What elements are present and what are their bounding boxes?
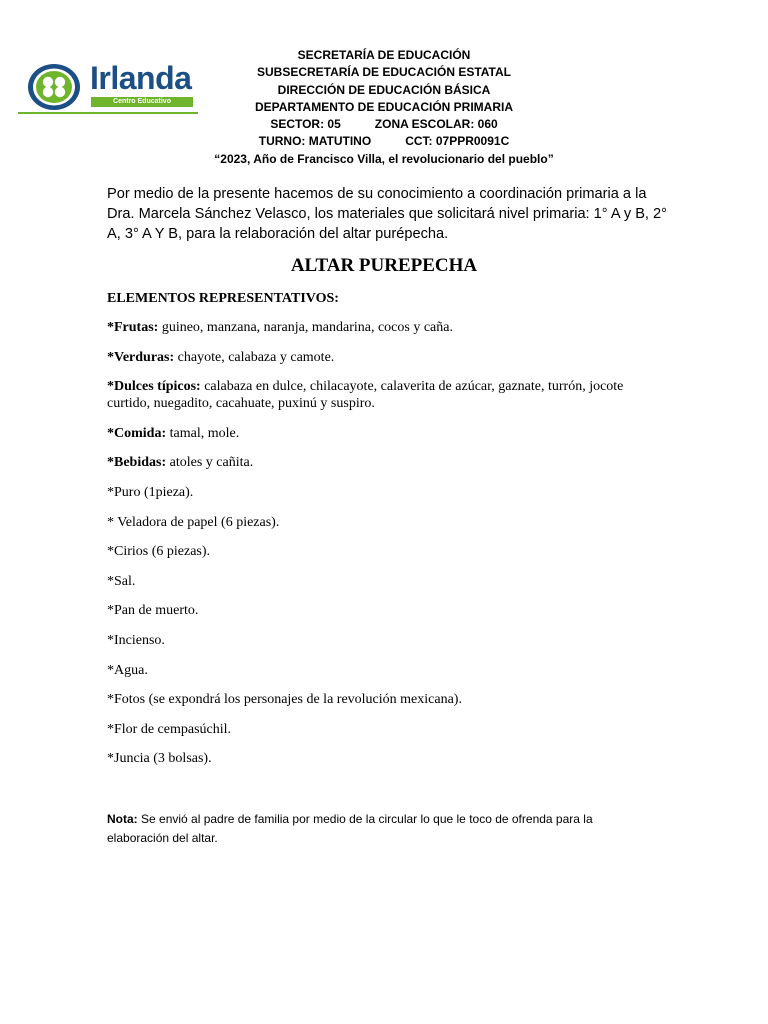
document-title: ALTAR PUREPECHA bbox=[290, 255, 478, 276]
item-text: atoles y cañita. bbox=[166, 455, 254, 471]
section-subtitle: ELEMENTOS REPRESENTATIVOS: bbox=[107, 291, 339, 306]
items-section bbox=[107, 290, 667, 780]
list-item bbox=[107, 425, 667, 442]
item-text: chayote, calabaza y camote. bbox=[174, 349, 335, 365]
note-paragraph bbox=[107, 810, 647, 848]
header-line-4: DEPARTAMENTO DE EDUCACIÓN PRIMARIA bbox=[254, 99, 513, 114]
item-list bbox=[107, 319, 667, 767]
list-item bbox=[107, 750, 667, 767]
clover-icon bbox=[26, 62, 82, 112]
logo-underline bbox=[18, 112, 198, 114]
item-text: *Fotos (se expondrá los personajes de la revolución mexicana). bbox=[107, 692, 462, 708]
header-line-2: SUBSECRETARÍA DE EDUCACIÓN ESTATAL bbox=[256, 65, 511, 80]
item-text: *Sal. bbox=[107, 573, 136, 589]
list-item bbox=[107, 573, 667, 590]
item-text: *Cirios (6 piezas). bbox=[107, 544, 211, 560]
list-item bbox=[107, 691, 667, 708]
header-zona: ZONA ESCOLAR: 060 bbox=[374, 117, 498, 132]
item-label: *Frutas: bbox=[107, 320, 159, 335]
logo-subtitle: Centro Educativo bbox=[91, 97, 193, 107]
list-item bbox=[107, 514, 667, 531]
list-item bbox=[107, 454, 667, 471]
note-label: Nota: bbox=[107, 812, 138, 826]
item-text: *Incienso. bbox=[107, 632, 165, 648]
list-item bbox=[107, 378, 667, 412]
list-item bbox=[107, 543, 667, 560]
header-line-1: SECRETARÍA DE EDUCACIÓN bbox=[297, 48, 471, 62]
header-line-3: DIRECCIÓN DE EDUCACIÓN BÁSICA bbox=[277, 82, 491, 97]
note-text: Se envió al padre de familia por medio de la circular lo que le toco de ofrenda para la elaboración del altar. bbox=[107, 812, 593, 845]
list-item bbox=[107, 602, 667, 619]
list-item bbox=[107, 721, 667, 738]
list-item bbox=[107, 632, 667, 649]
header-turno-row bbox=[200, 133, 568, 150]
item-label: *Dulces típicos: bbox=[107, 379, 201, 395]
document-header bbox=[200, 47, 568, 168]
header-sector-row bbox=[200, 116, 568, 133]
item-text: *Puro (1pieza). bbox=[107, 484, 194, 500]
item-label: *Bebidas: bbox=[107, 455, 167, 471]
list-item bbox=[107, 484, 667, 501]
item-text: *Agua. bbox=[107, 662, 148, 678]
school-logo bbox=[18, 58, 198, 116]
header-cct: CCT: 07PPR0091C bbox=[405, 134, 510, 149]
header-motto: “2023, Año de Francisco Villa, el revolucionario del pueblo” bbox=[214, 151, 554, 166]
item-text: *Flor de cempasúchil. bbox=[107, 721, 232, 737]
item-text: *Pan de muerto. bbox=[107, 603, 199, 619]
logo-name: Irlanda bbox=[90, 60, 192, 96]
intro-paragraph: Por medio de la presente hacemos de su conocimiento a coordinación primaria a la Dra. Marcela Sánchez Velasco, los materiales que solicitará nivel primaria: 1° A y B, 2° A, 3° A Y B, para la relaboración del altar purépecha. bbox=[107, 186, 667, 242]
item-text: *Juncia (3 bolsas). bbox=[107, 751, 212, 767]
item-label: *Comida: bbox=[107, 425, 167, 441]
item-label: *Verduras: bbox=[107, 349, 175, 365]
item-text: calabaza en dulce, chilacayote, calaverita de azúcar, gaznate, turrón, jocote curtido, nuegadito, cacahuate, puxinú y suspiro. bbox=[107, 379, 624, 412]
item-text: tamal, mole. bbox=[166, 425, 240, 441]
item-text: guineo, manzana, naranja, mandarina, cocos y caña. bbox=[158, 320, 453, 335]
header-turno: TURNO: MATUTINO bbox=[258, 134, 372, 149]
list-item bbox=[107, 349, 667, 366]
item-text: * Veladora de papel (6 piezas). bbox=[107, 514, 280, 530]
header-sector: SECTOR: 05 bbox=[270, 117, 341, 132]
list-item bbox=[107, 319, 667, 336]
list-item bbox=[107, 662, 667, 679]
